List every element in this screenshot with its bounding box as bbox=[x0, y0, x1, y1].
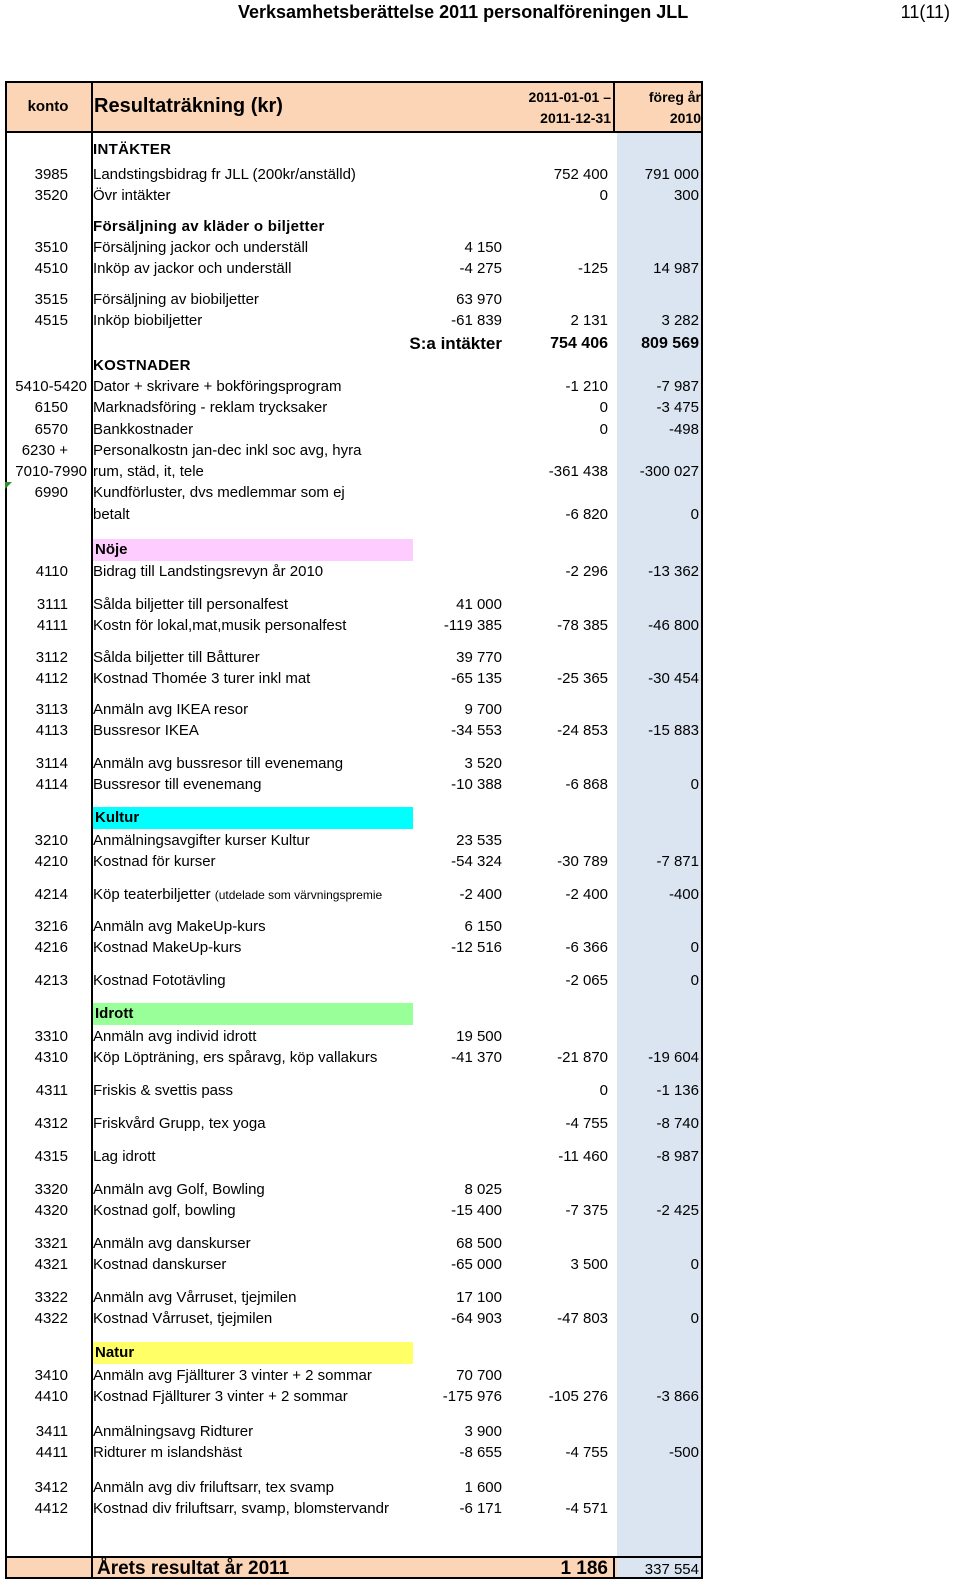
description-cell: Inköp av jackor och underställ bbox=[93, 260, 292, 277]
current-year-cell: -4 755 bbox=[565, 1444, 608, 1461]
description-cell: Personalkostn jan-dec inkl soc avg, hyra bbox=[93, 442, 362, 459]
description-cell: Bankkostnader bbox=[93, 421, 194, 438]
table-row bbox=[5, 668, 703, 689]
konto-cell: 6990 bbox=[34, 484, 68, 501]
subtotal-cell: 39 770 bbox=[456, 649, 502, 666]
previous-year-cell: -300 027 bbox=[639, 463, 699, 480]
previous-year-cell: -7 987 bbox=[656, 378, 699, 395]
category-kultur: Kultur bbox=[93, 807, 413, 829]
table-row bbox=[5, 1308, 703, 1329]
table-row bbox=[5, 970, 703, 991]
previous-year-cell: -7 871 bbox=[656, 853, 699, 870]
current-year-cell: -6 366 bbox=[565, 939, 608, 956]
description-cell: Anmäln avg Fjällturer 3 vinter + 2 sommar bbox=[93, 1367, 372, 1384]
konto-cell: 4213 bbox=[34, 972, 68, 989]
period-from: 2011-01-01 – bbox=[528, 89, 611, 105]
konto-cell: 3113 bbox=[35, 701, 68, 718]
table-row bbox=[5, 376, 703, 397]
subtotal-cell: 68 500 bbox=[456, 1235, 502, 1252]
section-heading-forsaljning bbox=[5, 216, 703, 237]
description-cell: Ridturer m islandshäst bbox=[93, 1444, 243, 1461]
table-row bbox=[5, 1254, 703, 1275]
konto-cell: 4322 bbox=[34, 1310, 68, 1327]
description-cell: Kostnad för kurser bbox=[93, 853, 216, 870]
description-cell: Friskvård Grupp, tex yoga bbox=[93, 1115, 266, 1132]
previous-year-cell: -8 740 bbox=[656, 1115, 699, 1132]
subtotal-cell: -175 976 bbox=[442, 1388, 502, 1405]
subtotal-cell: 3 900 bbox=[464, 1423, 502, 1440]
table-row bbox=[5, 1386, 703, 1407]
previous-year-cell: -400 bbox=[668, 886, 699, 903]
table-row bbox=[5, 699, 703, 720]
konto-cell: 4310 bbox=[34, 1049, 68, 1066]
table-row bbox=[5, 1080, 703, 1101]
konto-cell: 3410 bbox=[34, 1367, 68, 1384]
table-row bbox=[5, 1026, 703, 1047]
table-row bbox=[5, 419, 703, 440]
table-row bbox=[5, 482, 703, 503]
table-row bbox=[5, 1179, 703, 1200]
konto-cell: 3321 bbox=[34, 1235, 68, 1252]
konto-cell: 3112 bbox=[35, 649, 68, 666]
table-row bbox=[5, 615, 703, 636]
subtotal-cell: -4 275 bbox=[459, 260, 502, 277]
table-row bbox=[5, 185, 703, 206]
current-year-cell: 752 400 bbox=[553, 166, 608, 183]
period-header bbox=[505, 87, 611, 129]
current-year-cell: -2 400 bbox=[565, 886, 608, 903]
description-cell: Anmäln avg danskurser bbox=[93, 1235, 251, 1252]
description-cell: Anmäln avg individ idrott bbox=[93, 1028, 257, 1045]
konto-cell: 3210 bbox=[34, 832, 68, 849]
konto-cell: 4312 bbox=[34, 1115, 68, 1132]
table-row bbox=[5, 1421, 703, 1442]
previous-year-cell: -3 475 bbox=[656, 399, 699, 416]
konto-cell: 3114 bbox=[35, 755, 68, 772]
table-row bbox=[5, 237, 703, 258]
previous-year-cell: -30 454 bbox=[648, 670, 699, 687]
subtotal-cell: -64 903 bbox=[451, 1310, 502, 1327]
category-natur: Natur bbox=[93, 1342, 413, 1364]
table-row bbox=[5, 258, 703, 279]
previous-year-cell: 0 bbox=[690, 972, 699, 989]
subtotal-cell: -2 400 bbox=[459, 886, 502, 903]
page-header bbox=[0, 0, 960, 28]
description-cell: Kostn för lokal,mat,musik personalfest bbox=[93, 617, 347, 634]
konto-cell: 6570 bbox=[34, 421, 68, 438]
table-border-top bbox=[5, 81, 703, 83]
description-cell: Dator + skrivare + bokföringsprogram bbox=[93, 378, 342, 395]
description-cell: Anmäln avg IKEA resor bbox=[93, 701, 249, 718]
subtotal-cell: -6 171 bbox=[459, 1500, 502, 1517]
current-year-cell: -105 276 bbox=[548, 1388, 608, 1405]
table-row bbox=[5, 1287, 703, 1308]
income-statement-table bbox=[5, 81, 703, 1579]
row-note: (utdelade som värvningspremie bbox=[214, 888, 383, 902]
subtotal-cell: -12 516 bbox=[451, 939, 502, 956]
period-column-divider bbox=[613, 81, 615, 133]
current-year-cell: 0 bbox=[599, 1082, 608, 1099]
subtotal-cell: -34 553 bbox=[451, 722, 502, 739]
current-year-cell: -1 210 bbox=[565, 378, 608, 395]
konto-cell: 5410-5420 bbox=[15, 378, 87, 395]
table-row bbox=[5, 774, 703, 795]
description-cell: Kostnad MakeUp-kurs bbox=[93, 939, 242, 956]
current-year-cell: 0 bbox=[599, 421, 608, 438]
section-heading-intakter bbox=[5, 139, 703, 160]
table-row bbox=[5, 720, 703, 741]
konto-cell: 4214 bbox=[34, 886, 68, 903]
subtotal-cell: 17 100 bbox=[456, 1289, 502, 1306]
description-cell: Bidrag till Landstingsrevyn år 2010 bbox=[93, 563, 324, 580]
subtotal-cell: -8 655 bbox=[459, 1444, 502, 1461]
table-row bbox=[5, 310, 703, 331]
konto-cell: 4320 bbox=[34, 1202, 68, 1219]
subtotal-cell: 19 500 bbox=[456, 1028, 502, 1045]
subtotal-cell: 4 150 bbox=[464, 239, 502, 256]
current-year-cell: -2 065 bbox=[565, 972, 608, 989]
table-row bbox=[5, 1477, 703, 1498]
previous-year-cell: 791 000 bbox=[644, 166, 699, 183]
konto-cell: 4321 bbox=[34, 1256, 68, 1273]
konto-cell: 3411 bbox=[35, 1423, 68, 1440]
current-year-cell: 0 bbox=[599, 187, 608, 204]
table-row bbox=[5, 1146, 703, 1167]
table-row bbox=[5, 1498, 703, 1519]
konto-cell: 4113 bbox=[35, 722, 68, 739]
subtotal-cell: -65 000 bbox=[451, 1256, 502, 1273]
table-row bbox=[5, 289, 703, 310]
table-row bbox=[5, 594, 703, 615]
description-cell: INTÄKTER bbox=[93, 141, 172, 158]
table-row bbox=[5, 647, 703, 668]
previous-year-cell: -13 362 bbox=[648, 563, 699, 580]
category-noje: Nöje bbox=[93, 539, 413, 561]
konto-cell: 3310 bbox=[34, 1028, 68, 1045]
subtotal-cell: 9 700 bbox=[464, 701, 502, 718]
section-heading-kostnader bbox=[5, 355, 703, 376]
current-year-cell: -125 bbox=[577, 260, 608, 277]
current-year-cell: -2 296 bbox=[565, 563, 608, 580]
subtotal-cell: 6 150 bbox=[464, 918, 502, 935]
subtotal-cell: 70 700 bbox=[456, 1367, 502, 1384]
konto-cell: 3520 bbox=[34, 187, 68, 204]
current-year-cell: -11 460 bbox=[558, 1148, 608, 1165]
description-cell: Kostnad golf, bowling bbox=[93, 1202, 236, 1219]
table-row bbox=[5, 916, 703, 937]
konto-cell: 4515 bbox=[34, 312, 68, 329]
description-cell: Inköp biobiljetter bbox=[93, 312, 203, 329]
table-row bbox=[5, 561, 703, 582]
konto-cell: 7010-7990 bbox=[15, 463, 87, 480]
description-cell: Friskis & svettis pass bbox=[93, 1082, 234, 1099]
current-year-cell: -47 803 bbox=[557, 1310, 608, 1327]
previous-year-cell: 3 282 bbox=[661, 312, 699, 329]
konto-cell: 3515 bbox=[34, 291, 68, 308]
page-number: 11(11) bbox=[900, 2, 950, 22]
sum-intakter-label: S:a intäkter bbox=[409, 334, 502, 353]
description-cell: Sålda biljetter till personalfest bbox=[93, 596, 289, 613]
table-row bbox=[5, 164, 703, 185]
konto-cell: 3412 bbox=[34, 1479, 68, 1496]
previous-year-cell: 0 bbox=[690, 939, 699, 956]
subtotal-cell: -119 385 bbox=[443, 617, 502, 634]
previous-year-cell: 0 bbox=[690, 1256, 699, 1273]
table-row bbox=[5, 851, 703, 872]
table-row bbox=[5, 1200, 703, 1221]
previous-year-cell: -500 bbox=[668, 1444, 699, 1461]
konto-cell: 6150 bbox=[34, 399, 68, 416]
description-cell: Anmäln avg Vårruset, tjejmilen bbox=[93, 1289, 297, 1306]
subtotal-cell: 1 600 bbox=[464, 1479, 502, 1496]
previous-year-cell: -46 800 bbox=[648, 617, 699, 634]
cell-comment-marker bbox=[5, 482, 12, 489]
description-cell: Försäljning av kläder o biljetter bbox=[93, 218, 325, 235]
konto-cell: 6230 + bbox=[21, 442, 68, 459]
table-row bbox=[5, 504, 703, 525]
description-cell: betalt bbox=[93, 506, 130, 523]
konto-cell: 4410 bbox=[34, 1388, 68, 1405]
previous-year-cell: 300 bbox=[673, 187, 699, 204]
annual-result-previous: 337 554 bbox=[644, 1561, 699, 1578]
konto-cell: 3111 bbox=[36, 596, 68, 613]
current-year-cell: -30 789 bbox=[557, 853, 608, 870]
previous-year-cell: -8 987 bbox=[656, 1148, 699, 1165]
current-year-cell: -361 438 bbox=[548, 463, 608, 480]
konto-cell: 3985 bbox=[34, 166, 68, 183]
annual-result-label: Årets resultat år 2011 bbox=[97, 1558, 290, 1579]
current-year-cell: -4 571 bbox=[565, 1500, 608, 1517]
table-row bbox=[5, 830, 703, 851]
current-year-cell: 0 bbox=[599, 399, 608, 416]
current-year-cell: 3 500 bbox=[570, 1256, 608, 1273]
description-cell: Kostnad danskurser bbox=[93, 1256, 227, 1273]
subtotal-cell: 3 520 bbox=[464, 755, 502, 772]
description-cell: Kostnad Vårruset, tjejmilen bbox=[93, 1310, 273, 1327]
current-year-cell: -6 820 bbox=[565, 506, 608, 523]
subtotal-cell: -61 839 bbox=[451, 312, 502, 329]
table-row bbox=[5, 1047, 703, 1068]
description-cell: Anmäln avg div friluftsarr, tex svamp bbox=[93, 1479, 334, 1496]
konto-cell: 4411 bbox=[35, 1444, 68, 1461]
description-cell: Anmäln avg MakeUp-kurs bbox=[93, 918, 266, 935]
description-cell: Kundförluster, dvs medlemmar som ej bbox=[93, 484, 345, 501]
current-year-cell: -21 870 bbox=[557, 1049, 608, 1066]
previous-year-cell: 0 bbox=[690, 776, 699, 793]
description-cell bbox=[93, 884, 413, 906]
table-row bbox=[5, 397, 703, 418]
table-row bbox=[5, 461, 703, 482]
subtotal-cell: -54 324 bbox=[451, 853, 502, 870]
current-year-cell: -78 385 bbox=[557, 617, 608, 634]
statement-title: Resultaträkning (kr) bbox=[94, 95, 283, 117]
konto-cell: 3322 bbox=[34, 1289, 68, 1306]
description-cell: Anmälningsavgifter kurser Kultur bbox=[93, 832, 310, 849]
subtotal-cell: -41 370 bbox=[451, 1049, 502, 1066]
description-cell: Övr intäkter bbox=[93, 187, 171, 204]
document-title: Verksamhetsberättelse 2011 personalföreningen JLL bbox=[238, 2, 689, 22]
previous-year-header bbox=[617, 87, 701, 129]
konto-cell: 3510 bbox=[34, 239, 68, 256]
header-divider bbox=[5, 131, 703, 133]
sum-intakter-row bbox=[5, 333, 703, 354]
konto-cell: 4111 bbox=[36, 617, 68, 634]
table-row bbox=[5, 884, 703, 905]
konto-cell: 3216 bbox=[34, 918, 68, 935]
description-cell: Kostnad Fototävling bbox=[93, 972, 226, 989]
table-row bbox=[5, 440, 703, 461]
konto-cell: 4210 bbox=[34, 853, 68, 870]
previous-year-cell: -19 604 bbox=[648, 1049, 699, 1066]
konto-cell: 4112 bbox=[35, 670, 68, 687]
previous-year-cell: 14 987 bbox=[653, 260, 699, 277]
sum-intakter-previous: 809 569 bbox=[641, 335, 699, 352]
table-row bbox=[5, 1442, 703, 1463]
konto-cell: 4311 bbox=[35, 1082, 68, 1099]
description-cell: Kostnad Thomée 3 turer inkl mat bbox=[93, 670, 311, 687]
table-row bbox=[5, 1233, 703, 1254]
subtotal-cell: -15 400 bbox=[451, 1202, 502, 1219]
konto-cell: 4110 bbox=[35, 563, 68, 580]
annual-result-current: 1 186 bbox=[560, 1558, 608, 1579]
current-year-cell: -25 365 bbox=[557, 670, 608, 687]
previous-year-value: 2010 bbox=[669, 110, 701, 126]
table-row bbox=[5, 937, 703, 958]
current-year-cell: -7 375 bbox=[565, 1202, 608, 1219]
sum-intakter-current: 754 406 bbox=[550, 335, 608, 352]
current-year-cell: -24 853 bbox=[557, 722, 608, 739]
subtotal-cell: -65 135 bbox=[451, 670, 502, 687]
subtotal-cell: 63 970 bbox=[456, 291, 502, 308]
description-cell: Anmälningsavg Ridturer bbox=[93, 1423, 254, 1440]
subtotal-cell: -10 388 bbox=[451, 776, 502, 793]
konto-cell: 4412 bbox=[34, 1500, 68, 1517]
previous-year-label: föreg år bbox=[648, 89, 701, 105]
description-cell: Marknadsföring - reklam trycksaker bbox=[93, 399, 328, 416]
category-idrott: Idrott bbox=[93, 1003, 413, 1025]
table-row bbox=[5, 1365, 703, 1386]
description-cell: Lag idrott bbox=[93, 1148, 156, 1165]
previous-year-cell: 0 bbox=[690, 1310, 699, 1327]
previous-year-cell: 0 bbox=[690, 506, 699, 523]
description-cell: Försäljning av biobiljetter bbox=[93, 291, 259, 308]
previous-year-cell: -3 866 bbox=[656, 1388, 699, 1405]
description-cell: Anmäln avg Golf, Bowling bbox=[93, 1181, 265, 1198]
description-cell: Anmäln avg bussresor till evenemang bbox=[93, 755, 344, 772]
current-year-cell: -6 868 bbox=[565, 776, 608, 793]
previous-year-cell: -2 425 bbox=[656, 1202, 699, 1219]
previous-year-cell: -498 bbox=[668, 421, 699, 438]
description-cell: rum, städ, it, tele bbox=[93, 463, 204, 480]
subtotal-cell: 41 000 bbox=[456, 596, 502, 613]
konto-cell: 3320 bbox=[34, 1181, 68, 1198]
description-cell: Bussresor till evenemang bbox=[93, 776, 262, 793]
previous-year-cell: -15 883 bbox=[648, 722, 699, 739]
konto-cell: 4114 bbox=[35, 776, 68, 793]
table-row bbox=[5, 1113, 703, 1134]
row-description: Köp teaterbiljetter bbox=[93, 886, 211, 903]
table-row bbox=[5, 753, 703, 774]
subtotal-cell: 23 535 bbox=[456, 832, 502, 849]
description-cell: Bussresor IKEA bbox=[93, 722, 199, 739]
subtotal-cell: 8 025 bbox=[464, 1181, 502, 1198]
description-cell: Kostnad Fjällturer 3 vinter + 2 sommar bbox=[93, 1388, 348, 1405]
description-cell: Försäljning jackor och underställ bbox=[93, 239, 309, 256]
description-cell: KOSTNADER bbox=[93, 357, 191, 374]
konto-cell: 4510 bbox=[34, 260, 68, 277]
period-column-divider-footer bbox=[613, 1558, 615, 1579]
current-year-cell: -4 755 bbox=[565, 1115, 608, 1132]
description-cell: Köp Löpträning, ers spåravg, köp vallakurs bbox=[93, 1049, 378, 1066]
description-cell: Kostnad div friluftsarr, svamp, blomstervandr bbox=[93, 1500, 389, 1517]
period-to: 2011-12-31 bbox=[540, 110, 611, 126]
description-cell: Landstingsbidrag fr JLL (200kr/anställd) bbox=[93, 166, 356, 183]
description-cell: Sålda biljetter till Båtturer bbox=[93, 649, 260, 666]
konto-header: konto bbox=[27, 98, 69, 115]
previous-year-cell: -1 136 bbox=[656, 1082, 699, 1099]
konto-cell: 4315 bbox=[34, 1148, 68, 1165]
current-year-cell: 2 131 bbox=[570, 312, 608, 329]
konto-cell: 4216 bbox=[34, 939, 68, 956]
